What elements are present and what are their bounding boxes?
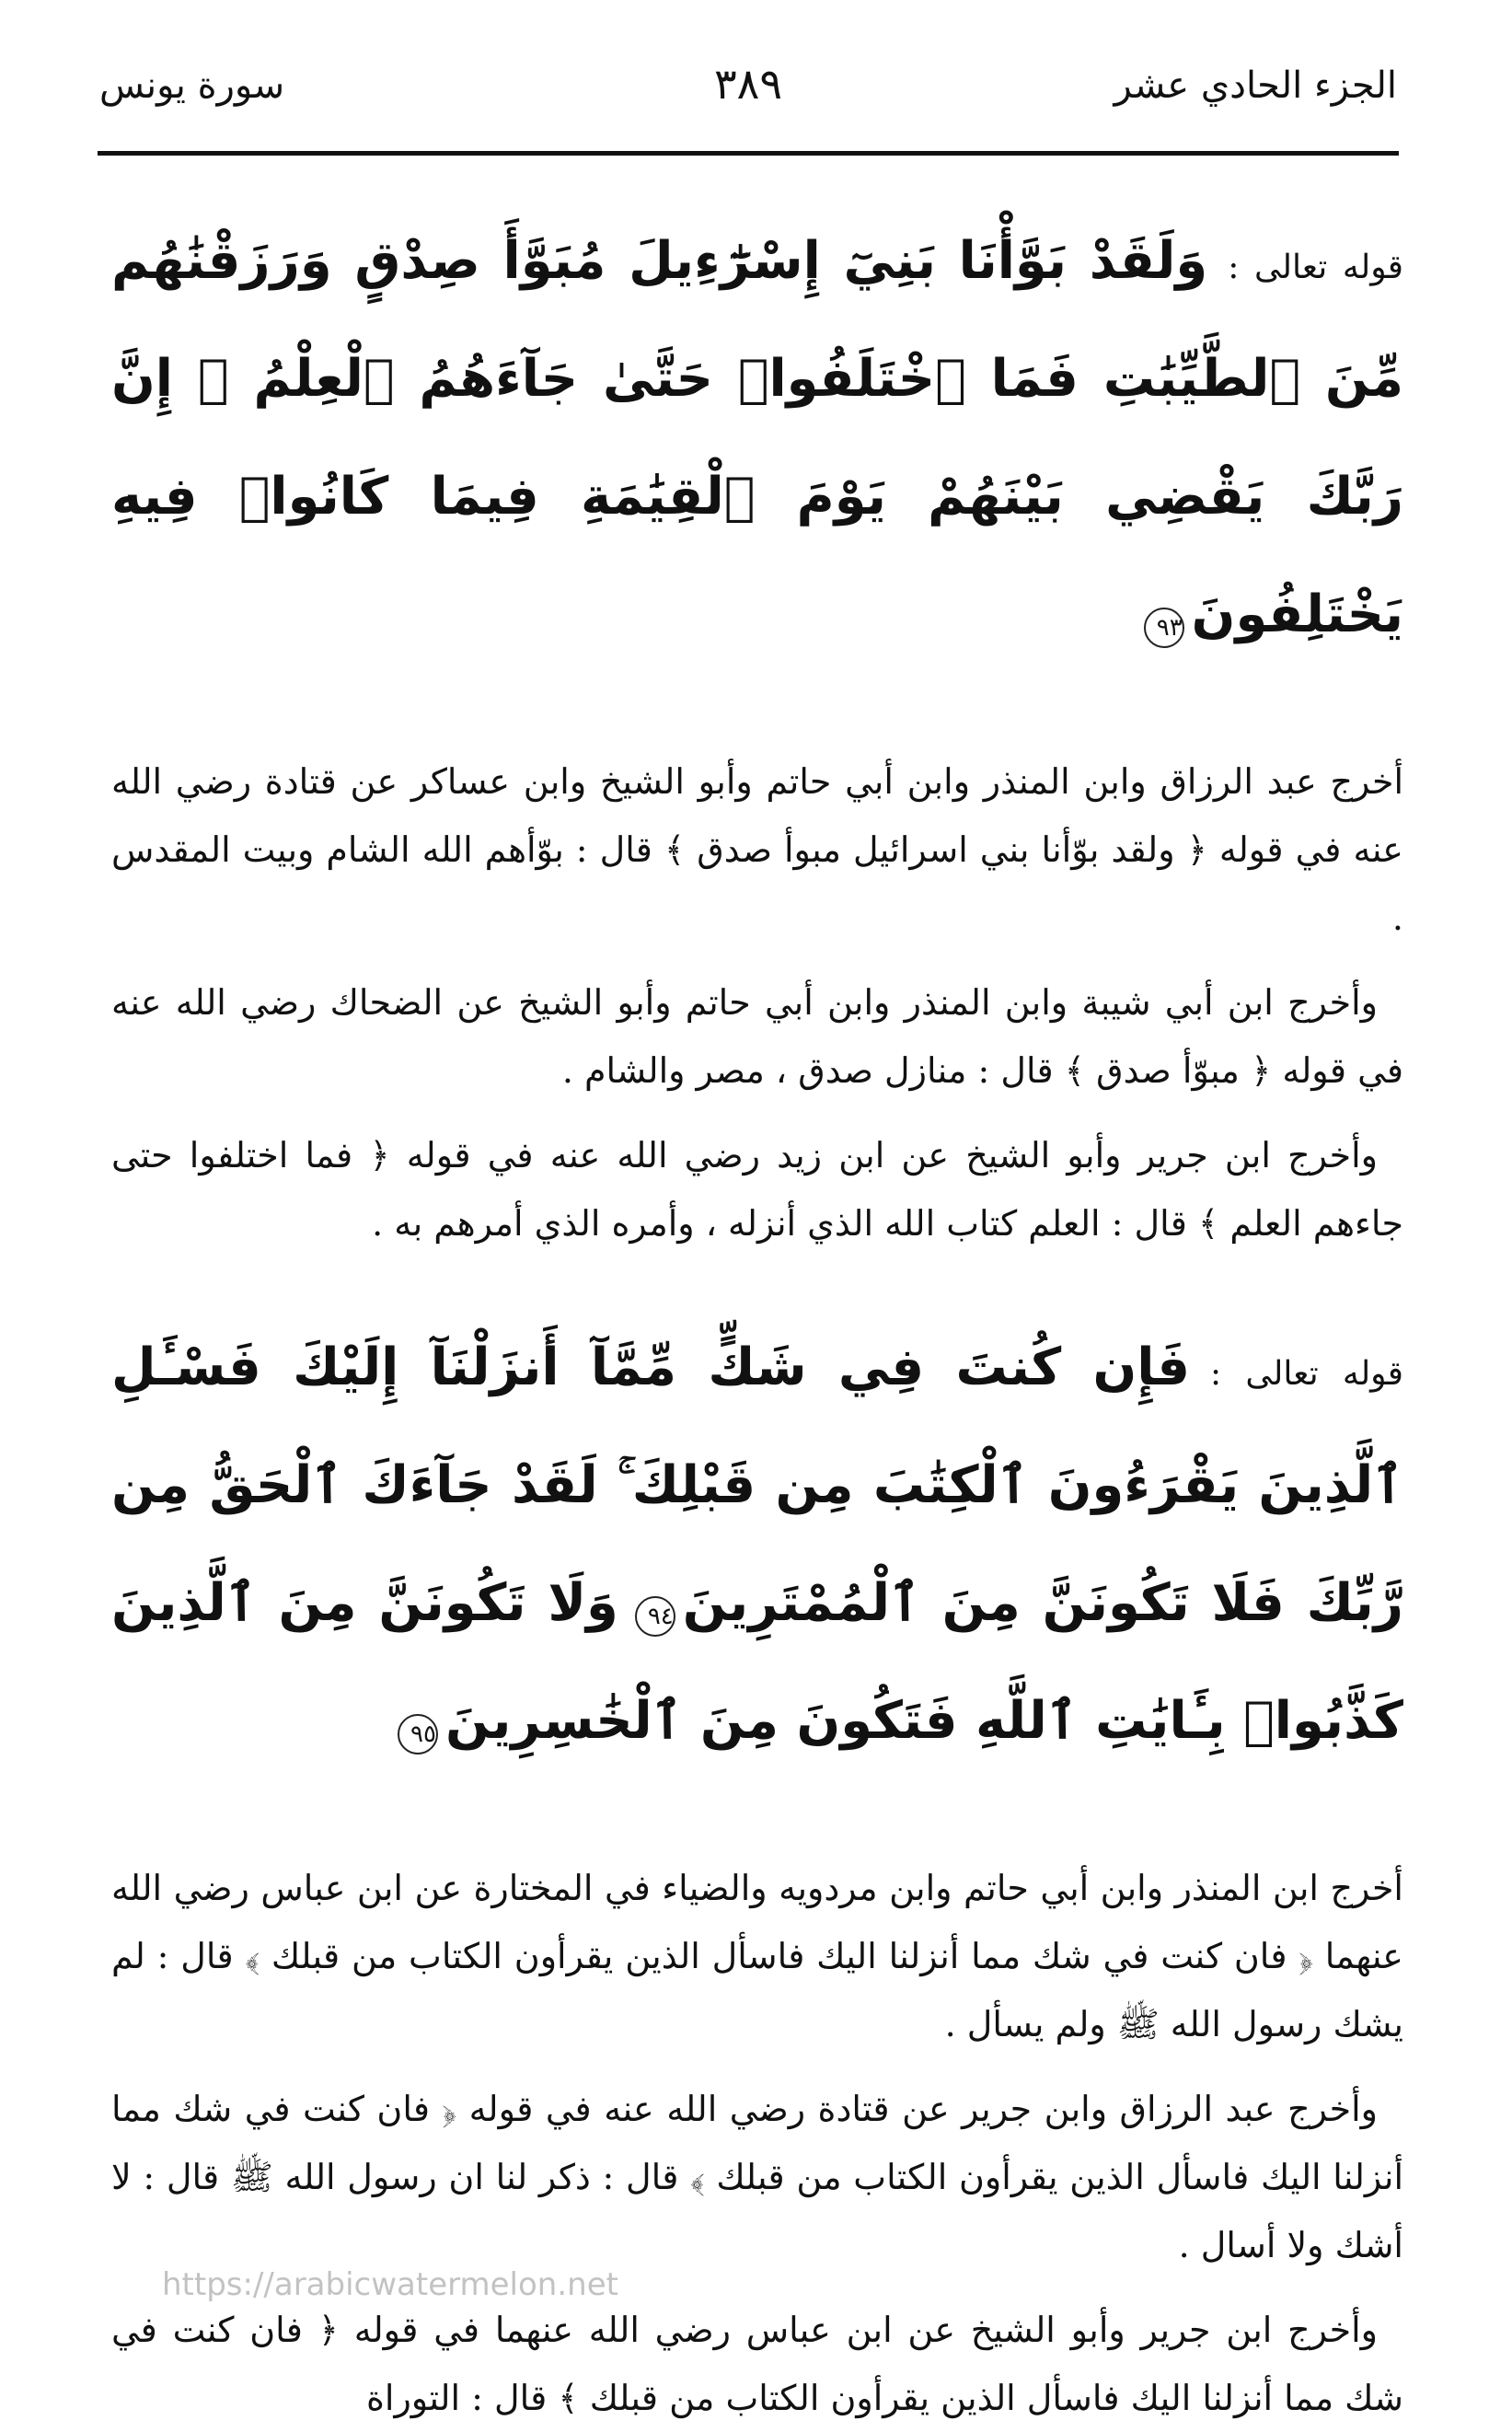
commentary-paragraph: وأخرج ابن جرير وأبو الشيخ عن ابن عباس رضي الله عنهما في قوله ﴿ فان كنت في شك مما أنزلنا اليك فاسأل الذين يقرأون الكتاب من قبلك ﴾ قال : التوراة [111,2310,1403,2418]
surah-title: سورة يونس [99,64,285,107]
header-divider [98,151,1399,156]
verse-text: وَلَا تَكُونَنَّ مِنَ ٱلَّذِينَ كَذَّبُوا۟ بِـَٔايَٰتِ ٱللَّهِ فَتَكُونَ مِنَ ٱلْخَٰسِرِينَ [111,1573,1403,1751]
watermark-text: https://arabicwatermelon.net [162,2266,618,2303]
part-title: الجزء الحادي عشر [1114,64,1397,107]
commentary-paragraph: وأخرج ابن جرير وأبو الشيخ عن ابن زيد رضي الله عنه في قوله ﴿ فما اختلفوا حتى جاءهم العلم ﴾ قال : العلم كتاب الله الذي أنزله ، وأمره الذي أمرهم به . [111,1135,1403,1244]
ayah-number-marker: ٩٥ [398,1714,438,1755]
commentary-paragraph: أخرج عبد الرزاق وابن المنذر وابن أبي حاتم وأبو الشيخ وابن عساكر عن قتادة رضي الله عنه في قوله ﴿ ولقد بوّأنا بني اسرائيل مبوأ صدق ﴾ قال : بوّأهم الله الشام وبيت المقدس . [111,761,1403,938]
page-header [99,55,1397,129]
page-number: ٣٨٩ [713,59,783,109]
verse-block-1 [111,203,1403,674]
ayah-number-marker: ٩٤ [635,1596,675,1637]
commentary-paragraph: أخرج ابن المنذر وابن أبي حاتم وابن مردويه والضياء في المختارة عن ابن عباس رضي الله عنهما ﴿ فان كنت في شك مما أنزلنا اليك فاسأل الذين يقرأون الكتاب من قبلك ﴾ قال : لم يشك رسول الله ﷺ ولم يسأل . [111,1868,1403,2044]
verse-text: فَإِن كُنتَ فِي شَكٍّ مِّمَّآ أَنزَلْنَآ إِلَيْكَ فَسْـَٔلِ ٱلَّذِينَ يَقْرَءُونَ ٱلْكِتَٰبَ مِن قَبْلِكَ ۚ لَقَدْ جَآءَكَ ٱلْحَقُّ مِن رَّبِّكَ فَلَا تَكُونَنَّ مِنَ ٱلْمُمْتَرِينَ [111,1338,1403,1633]
verse-intro: قوله تعالى : [1228,249,1403,286]
page-content [111,203,1403,2432]
ayah-number-marker: ٩٣ [1144,608,1184,648]
verse-text: وَلَقَدْ بَوَّأْنَا بَنِيٓ إِسْرَٰٓءِيلَ مُبَوَّأَ صِدْقٍ وَرَزَقْنَٰهُم مِّنَ ٱلطَّيِّبَٰتِ فَمَا ٱخْتَلَفُوا۟ حَتَّىٰ جَآءَهُمُ ٱلْعِلْمُ ۚ إِنَّ رَبَّكَ يَقْضِي بَيْنَهُمْ يَوْمَ ٱلْقِيَٰمَةِ فِيمَا كَانُوا۟ فِيهِ يَخْتَلِفُونَ [111,231,1403,644]
verse-block-2 [111,1309,1403,1780]
commentary-paragraph: وأخرج عبد الرزاق وابن جرير عن قتادة رضي الله عنه في قوله ﴿ فان كنت في شك مما أنزلنا اليك فاسأل الذين يقرأون الكتاب من قبلك ﴾ قال : ذكر لنا ان رسول الله ﷺ قال : لا أشك ولا أسال . [111,2089,1404,2265]
commentary-paragraph: وأخرج ابن أبي شيبة وابن المنذر وابن أبي حاتم وأبو الشيخ عن الضحاك رضي الله عنه في قوله ﴿ مبوّأ صدق ﴾ قال : منازل صدق ، مصر والشام . [111,982,1403,1091]
verse-intro: قوله تعالى : [1209,1355,1403,1393]
